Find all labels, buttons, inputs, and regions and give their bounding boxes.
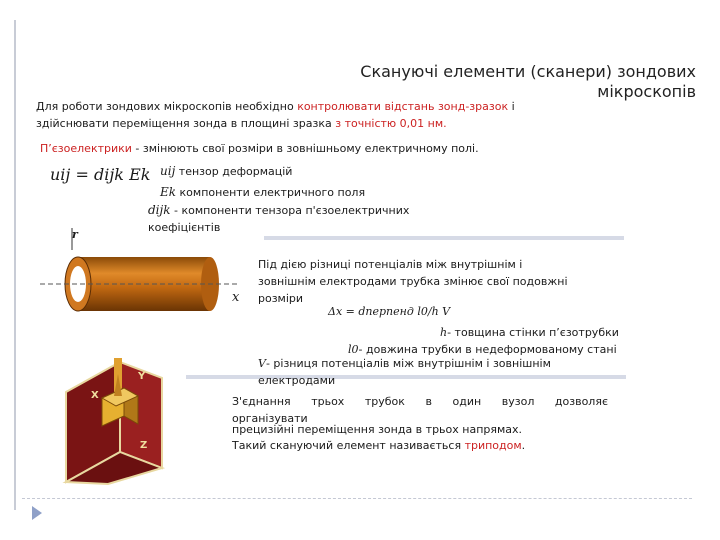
- tripod-line-3-text: Такий скануючий елемент називається: [232, 439, 465, 452]
- v-symbol: V: [258, 357, 266, 370]
- piezo-paragraph: [40, 140, 520, 157]
- v-definition: [258, 355, 588, 389]
- tripod-line-1: З'єднання трьох трубок в один вузол дозволяє організувати: [232, 395, 608, 425]
- slide-title: Скануючі елементи (сканери) зондових мікроскопів: [360, 62, 696, 101]
- h-symbol: h: [440, 326, 448, 339]
- tripod-highlight: триподом: [464, 439, 522, 452]
- tripod-line-2: прецизійні переміщення зонда в трьох напрямах.: [232, 423, 523, 436]
- def-e-symbol: Ek: [160, 185, 177, 199]
- sidebar-divider: [14, 20, 16, 510]
- piezo-text: - змінюють свої розміри в зовнішньому електричному полі.: [131, 142, 479, 155]
- tube-description: Під дією різниці потенціалів між внутрішнім і зовнішнім електродами трубка змінює свої подовжні розміри: [258, 258, 568, 305]
- def-u-symbol: uij: [160, 164, 176, 178]
- piezo-highlight: П’єзоелектрики: [40, 142, 132, 155]
- piezo-equation: uij = dijk Ek: [50, 165, 151, 184]
- tripod-x-label: X: [91, 390, 99, 401]
- intro-paragraph: [36, 98, 586, 132]
- h-definition: [440, 324, 619, 341]
- def-u-text: тензор деформацій: [178, 165, 293, 178]
- l0-text: - довжина трубки в недеформованому стані: [358, 343, 617, 356]
- def-e-text: компоненти електричного поля: [179, 186, 366, 199]
- tripod-z-label: Z: [140, 440, 148, 451]
- v-text: - різниця потенціалів між внутрішнім і зовнішнім електродами: [258, 357, 551, 387]
- footer-dashed-line: [22, 498, 692, 499]
- tube-formula: Δx = dперпенд l0/h V: [328, 305, 451, 318]
- divider-line: [264, 236, 624, 240]
- def-u: [160, 163, 292, 180]
- intro-highlight-precision: з точністю 0,01 нм.: [335, 117, 447, 130]
- def-e: [160, 184, 365, 201]
- intro-text-2: і здійснювати переміщення зонда в площині зразка: [36, 100, 515, 130]
- intro-text: Для роботи зондових мікроскопів необхідно: [36, 100, 298, 113]
- def-d-text: - компоненти тензора п'єзоелектричних коефіцієнтів: [148, 204, 410, 234]
- h-text: - товщина стінки п’єзотрубки: [447, 326, 619, 339]
- l0-symbol: l0: [348, 343, 359, 356]
- tube-x-label: x: [232, 290, 240, 305]
- tripod-illustration: [62, 356, 192, 486]
- tripod-line-3-end: .: [521, 439, 526, 452]
- tripod-line-3: [232, 437, 525, 454]
- def-d-symbol: dijk: [148, 203, 171, 217]
- tripod-y-label: Y: [138, 371, 146, 382]
- next-slide-icon[interactable]: [32, 506, 42, 520]
- tube-r-label: r: [72, 228, 78, 241]
- intro-highlight-distance: контролювати відстань зонд-зразок: [297, 100, 509, 113]
